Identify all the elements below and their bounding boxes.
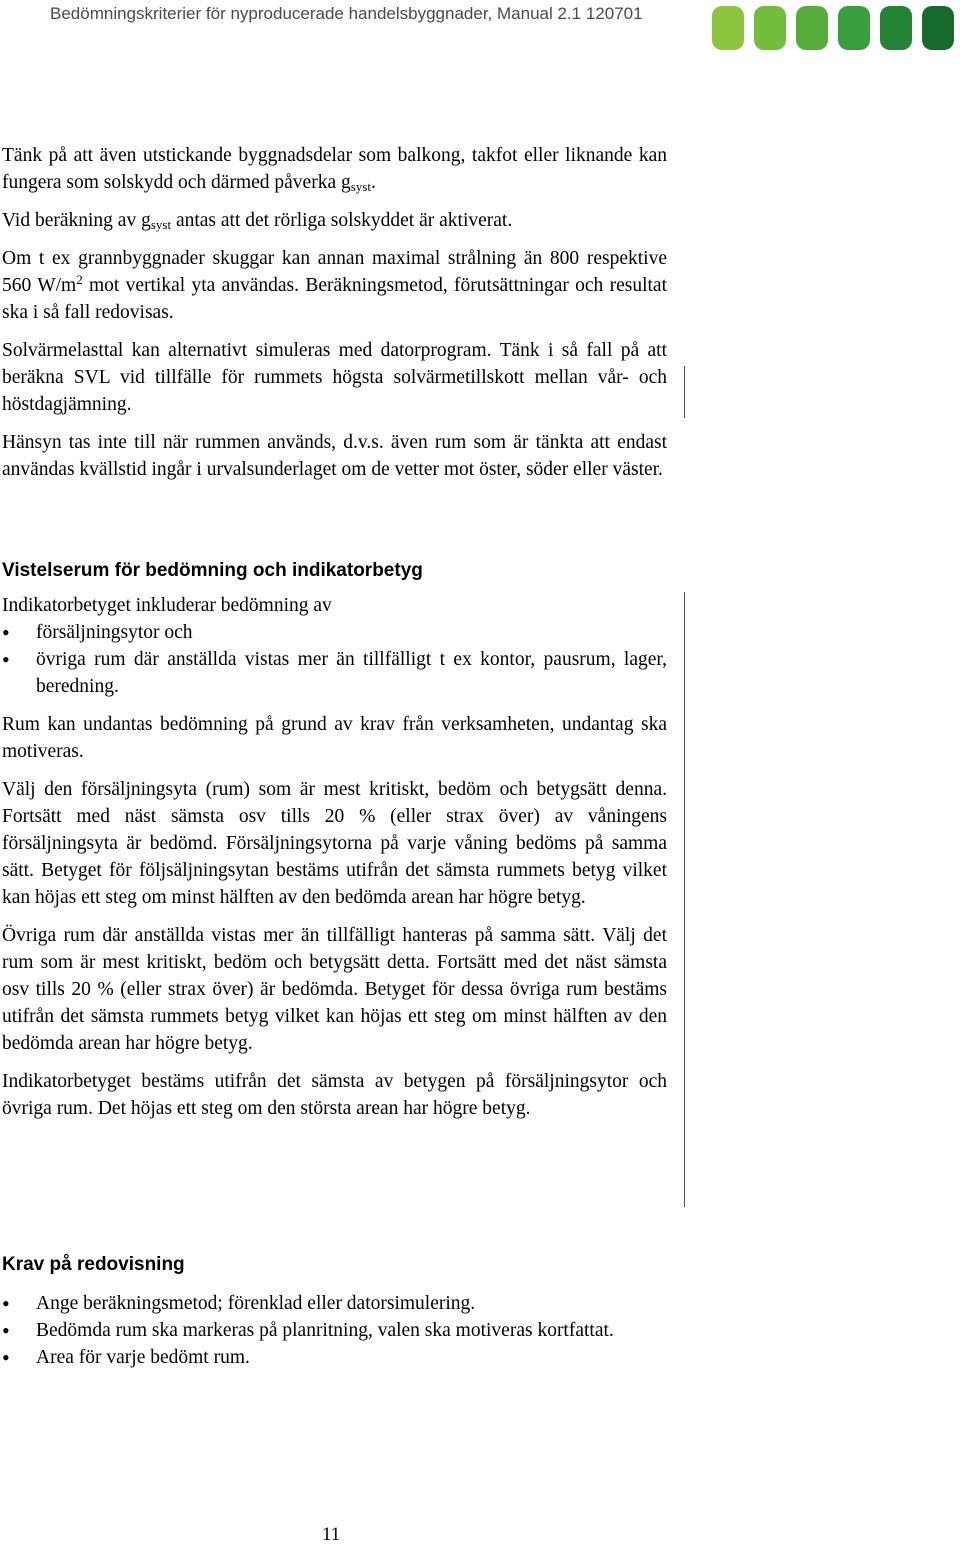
paragraph-max-radiation: Om t ex grannbyggnader skuggar kan annan maximal strålning än 800 respektive 560 $W/m^2$ mot vertikal yta användas. Beräkningsmetod, förutsättningar och resultat ska i så fall redovisas.	[2, 248, 667, 323]
paragraph-protruding-parts: Tänk på att även utstickande byggnadsdelar som balkong, takfot eller liknande kan fungera som solskydd och därmed påverka $g_{syst}$.	[2, 145, 667, 194]
list-item: • övriga rum där anställda vistas mer än tillfälligt t ex kontor, pausrum, lager, beredning.	[2, 646, 667, 700]
paragraph-exemption: Rum kan undantas bedömning på grund av krav från verksamheten, undantag ska motiveras.	[2, 714, 667, 762]
paragraph-usage-time: Hänsyn tas inte till när rummen används, d.v.s. även rum som är tänkta att endast användas kvällstid ingår i urvalsunderlaget om de vetter mot öster, söder eller väster.	[2, 432, 667, 480]
paragraph-indicator-intro: Indikatorbetyget inkluderar bedömning av	[2, 595, 332, 616]
list-item: • Bedömda rum ska markeras på planritning, valen ska motiveras kortfattat.	[2, 1317, 667, 1344]
list-room-types	[2, 619, 667, 700]
heading-rooms-for-assessment: Vistelserum för bedömning och indikatorbetyg	[2, 560, 423, 581]
change-bar	[684, 366, 685, 418]
page-number: 11	[322, 1524, 341, 1545]
section-reporting-requirements	[2, 1290, 667, 1371]
section-sun-protection	[2, 142, 667, 494]
paragraph-simulation: Solvärmelasttal kan alternativt simuleras med datorprogram. Tänk i så fall på att beräkna SVL vid tillfälle för rummets högsta solvärmetillskott mellan vår- och höstdagjämning.	[2, 340, 667, 415]
logo-green-blocks-icon	[710, 4, 960, 52]
change-bar	[684, 592, 685, 1207]
document-header-title: Bedömningskriterier för nyproducerade handelsbyggnader, Manual 2.1 120701	[50, 4, 643, 23]
paragraph-sales-area: Välj den försäljningsyta (rum) som är mest kritiskt, bedöm och betygsätt denna. Fortsätt med näst sämsta osv tills 20 % (eller strax över) av våningens försäljningsyta är bedömd. Försäljningsytorna på varje våning bedöms på samma sätt. Betyget för följsäljningsytan bestäms utifrån det sämsta rummets betyg vilket kan höjas ett steg om minst hälften av den bedömda arean har högre betyg.	[2, 779, 667, 908]
paragraph-indicator-grade: Indikatorbetyget bestäms utifrån det sämsta av betygen på försäljningsytor och övriga rum. Det höjas ett steg om den största arean har högre betyg.	[2, 1071, 667, 1119]
heading-reporting-requirements: Krav på redovisning	[2, 1254, 185, 1275]
section-rooms-for-assessment	[2, 592, 667, 1133]
list-item: • försäljningsytor och	[2, 619, 667, 646]
list-reporting-requirements	[2, 1290, 667, 1371]
list-item: • Area för varje bedömt rum.	[2, 1344, 667, 1371]
list-item: • Ange beräkningsmetod; förenklad eller datorsimulering.	[2, 1290, 667, 1317]
paragraph-movable-shading: Vid beräkning av $g_{syst}$ antas att det rörliga solskyddet är aktiverat.	[2, 210, 513, 232]
paragraph-other-rooms: Övriga rum där anställda vistas mer än tillfälligt hanteras på samma sätt. Välj det rum som är mest kritiskt, bedöm och betygsätt detta. Fortsätt med det näst sämsta osv tills 20 % (eller strax över) är bedömda. Betyget för dessa övriga rum bestäms utifrån det sämsta rummets betyg vilket kan höjas ett steg om minst hälften av den bedömda arean har högre betyg.	[2, 925, 667, 1054]
